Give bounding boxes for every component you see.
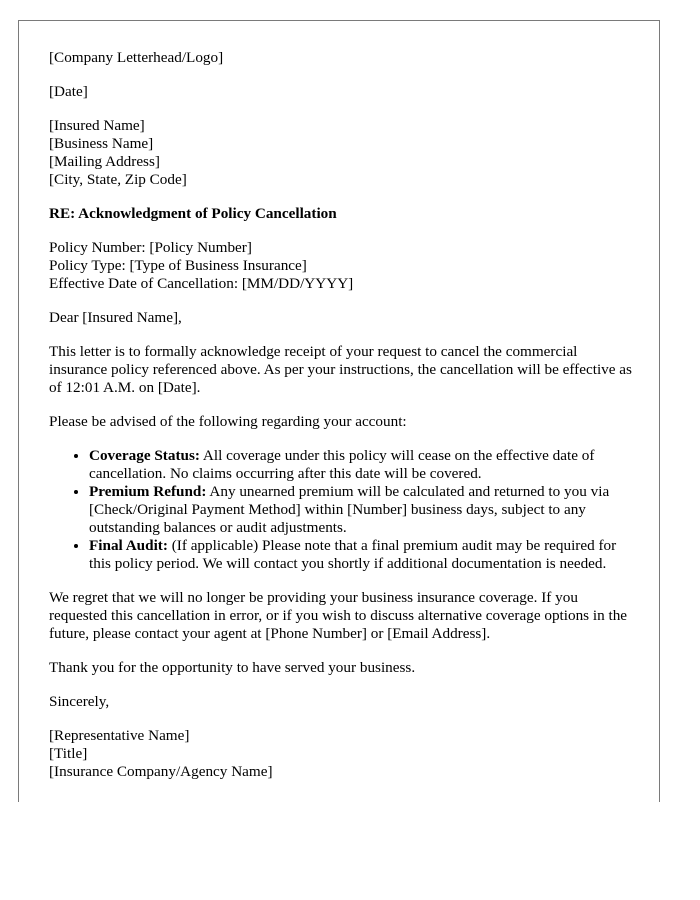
recipient-mailing-address: [Mailing Address] xyxy=(49,153,160,170)
signature-title: [Title] xyxy=(49,745,88,762)
recipient-insured-name: [Insured Name] xyxy=(49,117,145,134)
recipient-block xyxy=(49,117,634,189)
item-label: Final Audit: xyxy=(89,537,168,554)
regret-paragraph: We regret that we will no longer be providing your business insurance coverage. If you requested this cancellation in error, or if you wish to discuss alternative coverage options in the future, please contact your agent at [Phone Number] or [Email Address]. xyxy=(49,589,628,642)
letter-page xyxy=(18,20,660,802)
advisory-paragraph: Please be advised of the following regarding your account: xyxy=(49,413,407,430)
recipient-city-state-zip: [City, State, Zip Code] xyxy=(49,171,187,188)
closing: Sincerely, xyxy=(49,693,110,710)
list-item-coverage-status xyxy=(89,447,634,483)
account-items-list xyxy=(49,447,634,573)
signature-company: [Insurance Company/Agency Name] xyxy=(49,763,273,780)
item-label: Coverage Status: xyxy=(89,447,200,464)
item-text: Any unearned premium will be calculated and returned to you via [Check/Original Payment Method] within [Number] business days, subject to any outstanding balances or audit adjustments. xyxy=(89,483,610,536)
policy-type: Policy Type: [Type of Business Insurance] xyxy=(49,257,307,274)
salutation: Dear [Insured Name], xyxy=(49,309,182,326)
letter-body xyxy=(49,49,634,781)
policy-effective-date: Effective Date of Cancellation: [MM/DD/YYYY] xyxy=(49,275,354,292)
item-text: All coverage under this policy will cease on the effective date of cancellation. No claims occurring after this date will be covered. xyxy=(89,447,595,482)
signature-block xyxy=(49,727,634,781)
letterhead: [Company Letterhead/Logo] xyxy=(49,49,224,66)
subject-line: RE: Acknowledgment of Policy Cancellation xyxy=(49,205,337,222)
item-text: (If applicable) Please note that a final premium audit may be required for this policy period. We will contact you shortly if additional documentation is needed. xyxy=(89,537,617,572)
policy-details xyxy=(49,239,634,293)
recipient-business-name: [Business Name] xyxy=(49,135,154,152)
signature-name: [Representative Name] xyxy=(49,727,190,744)
intro-paragraph: This letter is to formally acknowledge receipt of your request to cancel the commercial insurance policy referenced above. As per your instructions, the cancellation will be effective as of 12:01 A.M. on [Date]. xyxy=(49,343,632,396)
list-item-final-audit xyxy=(89,537,634,573)
list-item-premium-refund xyxy=(89,483,634,537)
item-label: Premium Refund: xyxy=(89,483,207,500)
policy-number: Policy Number: [Policy Number] xyxy=(49,239,252,256)
thanks-paragraph: Thank you for the opportunity to have served your business. xyxy=(49,659,416,676)
letter-date: [Date] xyxy=(49,83,88,100)
